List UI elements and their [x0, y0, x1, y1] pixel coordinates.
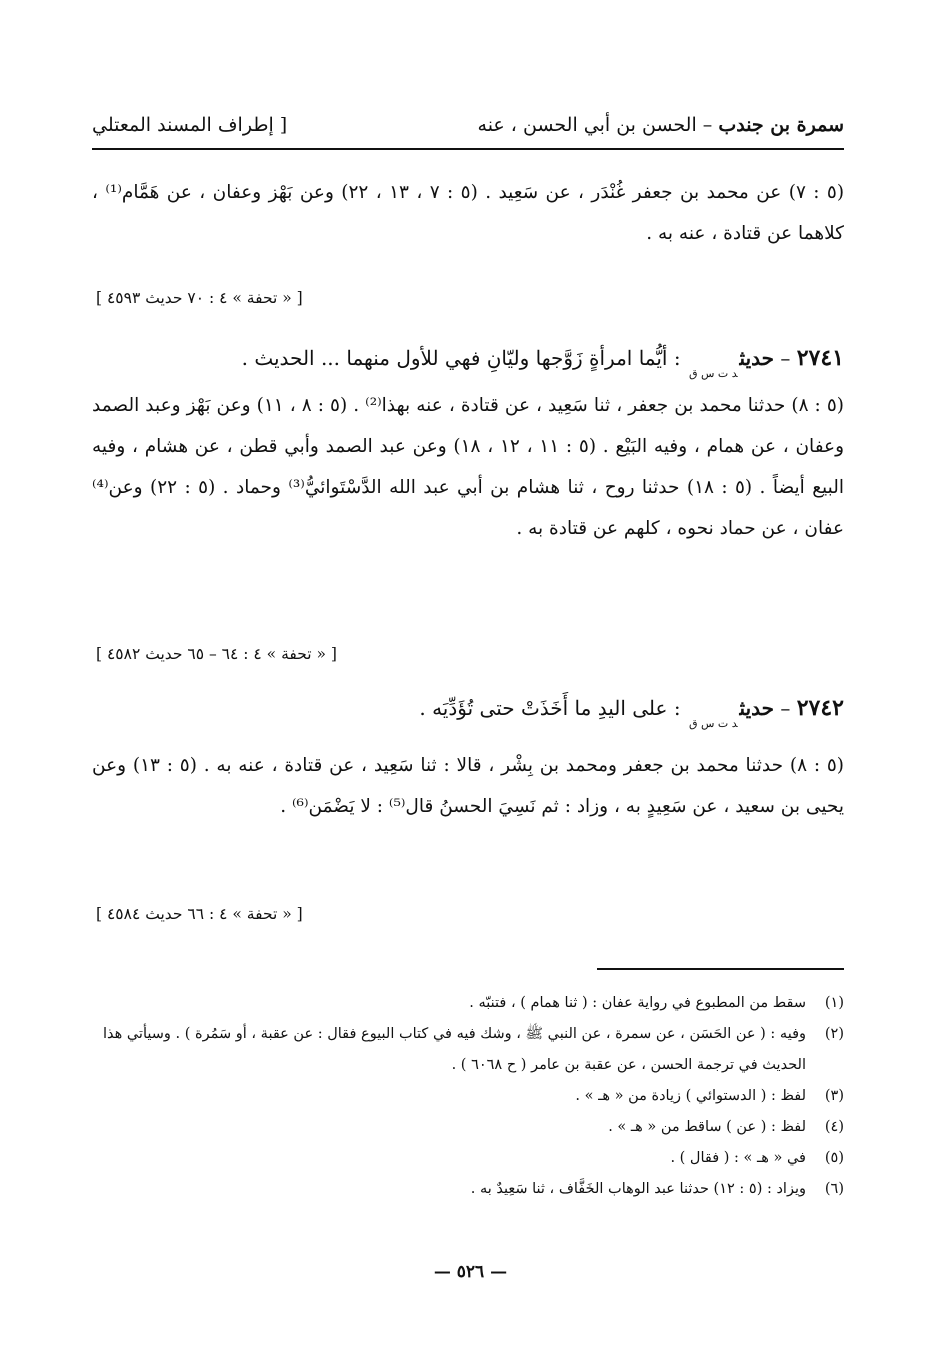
footnote-number: (٥) [824, 1150, 844, 1166]
footnote [92, 1112, 844, 1143]
footnote-number: (٤) [824, 1119, 844, 1135]
header-title [478, 114, 844, 136]
heading-dash: – [774, 696, 797, 720]
header-book-title: [ إطراف المسند المعتلي [92, 114, 288, 136]
footnote [92, 1174, 844, 1205]
page-number: — ٥٢٦ — [433, 1262, 508, 1282]
hadith-number: ٢٧٤١ [796, 345, 844, 371]
footnote-text: لفظ : ( عن ) ساقط من « هـ » . [608, 1119, 806, 1135]
hadith-number: ٢٧٤٢ [796, 695, 844, 721]
rumuz-symbols: د ت س ق [688, 717, 738, 730]
rumuz-symbols: د ت س ق [688, 367, 738, 380]
paragraph-1-text: (٥ : ٧) عن محمد بن جعفر غُنْدَر ، عن سَعِيد . (٥ : ٧ ، ١٣ ، ٢٢) وعن بَهْز وعفان ، عن هَمَّام⁽¹⁾ ، كلاهما عن قتادة ، عنه به . [92, 182, 845, 244]
hadith-label: حديث [739, 696, 775, 720]
tuhfa-reference-2: [ « تحفة » ٤ : ٦٤ – ٦٥ حديث ٤٥٨٢ ] [96, 645, 337, 663]
hadith-label: حديث [739, 346, 775, 370]
hadith-matn: : أيُّما امرأةٍ زَوَّجها وليّانِ فهي للأول منهما ... الحديث . [241, 346, 681, 370]
header-title-bold: سمرة بن جندب [718, 114, 844, 136]
paragraph-2 [92, 385, 844, 549]
footnote-number: (١) [824, 995, 844, 1011]
paragraph-1 [92, 172, 844, 254]
footnotes [92, 988, 844, 1205]
footnote-text: ويزاد : (٥ : ١٢) حدثنا عبد الوهاب الخَفَّاف ، ثنا سَعِيدٌ به . [470, 1181, 806, 1197]
footnote [92, 1081, 844, 1112]
tuhfa-reference-1: [ « تحفة » ٤ : ٧٠ حديث ٤٥٩٣ ] [96, 289, 303, 307]
header-title-rest: – الحسن بن أبي الحسن ، عنه [477, 114, 719, 136]
hadith-2741-heading [92, 338, 844, 382]
footnote-number: (٣) [824, 1088, 844, 1104]
footnote-text: في « هـ » : ( فقال ) . [670, 1150, 806, 1166]
footnote-text: وفيه : ( عن الحَسَن ، عن سمرة ، عن النبي ﷺ ، وشك فيه في كتاب البيوع فقال : عن عقبة ، أو سَمُرة ) . وسيأتي هذا الحديث في ترجمة الحسن ، عن عقبة بن عامر ( ح ٦٠٦٨ ) . [102, 1026, 806, 1073]
footnote-text: سقط من المطبوع في رواية عفان : ( ثنا همام ) ، فتنبّه . [469, 995, 806, 1011]
tuhfa-reference-3: [ « تحفة » ٤ : ٦٦ حديث ٤٥٨٤ ] [96, 905, 303, 923]
hadith-2742-heading [92, 688, 844, 732]
footnote-separator [597, 968, 844, 970]
paragraph-3-text: (٥ : ٨) حدثنا محمد بن جعفر ومحمد بن بِشْر ، قالا : ثنا سَعِيد ، عن قتادة ، عنه به . (٥ : ١٣) وعن يحيى بن سعيد ، عن سَعِيدٍ به ، وزاد : ثم نَسِيَ الحسنُ قال⁽⁵⁾ : لا يَضْمَن⁽⁶⁾ . [92, 755, 845, 817]
footnote [92, 1019, 844, 1081]
running-header [92, 108, 844, 150]
footnote-number: (٦) [824, 1181, 844, 1197]
footnote [92, 988, 844, 1019]
heading-dash: – [774, 346, 797, 370]
footnote-number: (٢) [824, 1026, 844, 1042]
paragraph-3 [92, 745, 844, 827]
paragraph-2-text: (٥ : ٨) حدثنا محمد بن جعفر ، ثنا سَعِيد ، عن قتادة ، عنه بهذا⁽²⁾ . (٥ : ٨ ، ١١) وعن بَهْز وعبد الصمد وعفان ، عن همام ، وفيه البَيْع . (٥ : ١١ ، ١٢ ، ١٨) وعن عبد الصمد وأبي قطن ، عن هشام ، وفيه البيع أيضاً . (٥ : ١٨) حدثنا روح ، ثنا هشام بن أبي عبد الله الدَّسْتَوائيُّ⁽³⁾ وحماد . (٥ : ٢٢) وعن⁽⁴⁾ عفان ، عن حماد نحوه ، كلهم عن قتادة به . [92, 395, 845, 539]
hadith-matn: : على اليدِ ما أَخَذَتْ حتى تُؤَدِّيَه . [419, 696, 681, 720]
footnote-text: لفظ : ( الدستوائي ) زيادة من « هـ » . [575, 1088, 806, 1104]
footnote [92, 1143, 844, 1174]
